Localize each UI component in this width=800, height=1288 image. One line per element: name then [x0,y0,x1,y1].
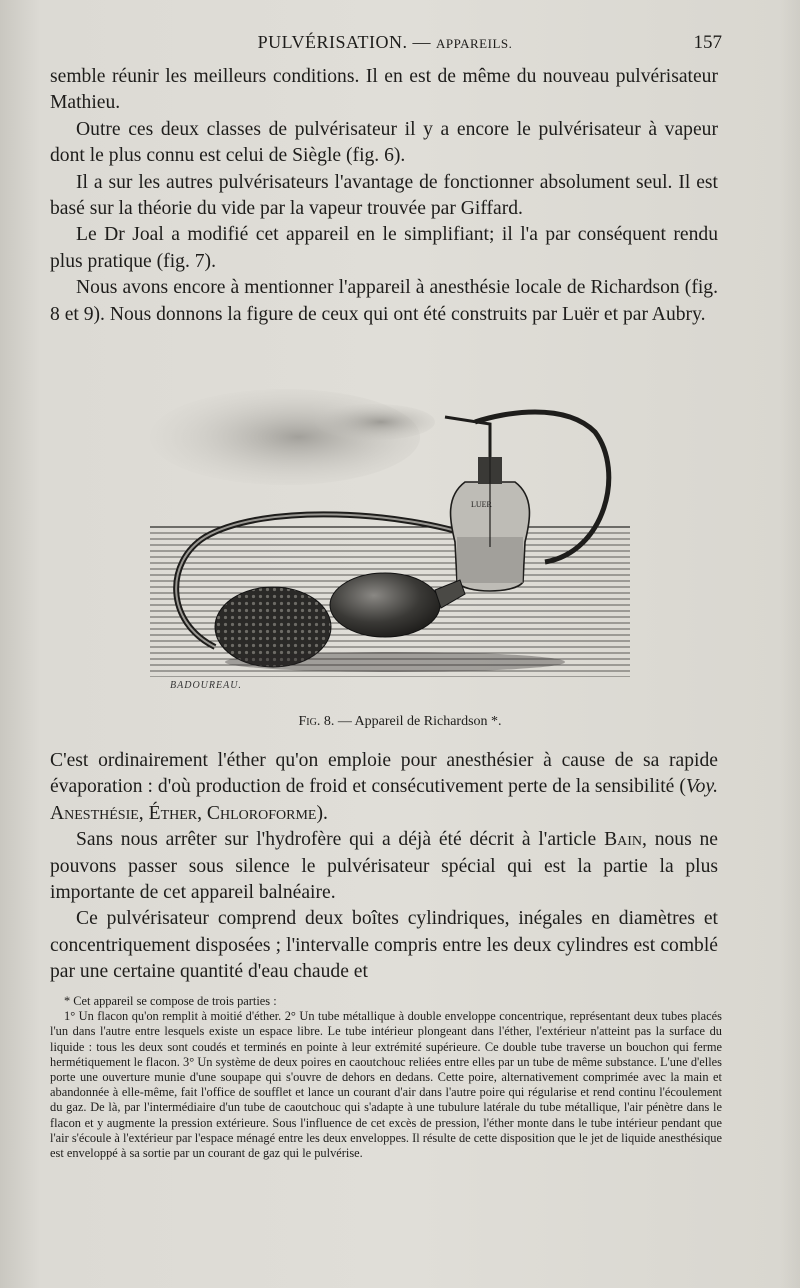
running-title [50,32,720,53]
header-subtitle: APPAREILS. [435,36,513,51]
paragraph [50,748,718,827]
body-text-bottom [50,748,718,986]
caption-label: Fig. 8. [298,714,335,729]
text-run-italic: Voy. [685,776,718,798]
figure-richardson-apparatus [145,362,635,692]
running-header [50,32,720,58]
footnote-intro: * Cet appareil se compose de trois parties : [64,994,277,1008]
paragraph: Nous avons encore à mentionner l'appareil à anesthésie locale de Richardson (fig. 8 et 9). Nous donnons la figure de ceux qui ont été construits par Luër et par Aubry. [50,277,718,325]
text-run: Sans nous arrêter sur l'hydrofère qui a déjà été décrit à l'article [76,829,597,851]
footnotes [50,994,722,1161]
cross-reference: Anesthésie, Éther, Chloroforme [50,802,317,824]
header-title: PULVÉRISATION. — [257,32,431,52]
caption-footnote-mark: *. [491,714,502,729]
text-run: ). [316,802,328,824]
body-text-top [50,64,718,328]
paragraph: Le Dr Joal a modifié cet appareil en le simplifiant; il l'a par conséquent rendu plus pratique (fig. 7). [50,224,718,272]
cross-reference: Bain [604,829,643,851]
paragraph: Ce pulvérisateur comprend deux boîtes cylindriques, inégales en diamètres et concentriquement disposées ; l'intervalle compris entre les deux cylindres est comblé par une certaine quantité d'eau chaude et [50,908,718,983]
figure-caption [0,714,800,730]
page-number: 157 [693,32,722,53]
metal-nozzle [445,417,490,457]
footnote-body: 1° Un flacon qu'on remplit à moitié d'éther. 2° Un tube métallique à double enveloppe concentrique, représentant deux tubes placés l'un dans l'autre entre lesquels existe un espace libre. Le tube intérieur plongeant dans l'éther, l'extérieur n'atteint pas la surface du liquide : tous les deux sont coudés et terminés en pointe à leur extrémité supérieure. Ce double tube traverse un bouchon qui ferme hermétiquement le flacon. 3° Un système de deux poires en caoutchouc reliées entre elles par un tube de même substance. L'une d'elles porte une ouverture munie d'une soupape qui s'ouvre de dehors en dedans. Cette poire, alternativement comprimée avec la main et abandonnée à elle-même, fait l'office de soufflet et lance un courant d'air dans l'autre poire qui régularise et rend continu l'écoulement du gaz. De là, par l'intermédiaire d'un tube de caoutchouc qui s'adapte à une tubulure latérale du tube métallique, l'air pénètre dans le flacon et y augmente la pression extérieure. Sous l'influence de cet excès de pression, l'éther monte dans le tube intérieur pendant que l'air s'écoule à l'extérieur par l'espace ménagé entre les deux enveloppes. Il résulte de cette disposition que le jet de liquide anesthésique est enveloppé à sa sortie par un courant de gaz qui le pulvérise. [50,1009,722,1161]
bottle-label: LUER [471,500,492,509]
richardson-apparatus-illustration [145,362,635,692]
paragraph: Outre ces deux classes de pulvérisateur il y a encore le pulvérisateur à vapeur dont le plus connu est celui de Siègle (fig. 6). [50,118,718,167]
text-run: , nous ne pouvons passer sous silence le pulvérisateur spécial qui est la partie la plus importante de cet appareil balnéaire. [50,829,718,904]
text-run: C'est ordinairement l'éther qu'on emploie pour anesthésier à cause de sa rapide évaporation : d'où production de froid et consécutivement perte de la sensibilité ( [50,750,718,798]
engraver-signature: BADOUREAU. [170,680,242,691]
rubber-bulb [330,573,440,637]
paragraph [50,827,718,906]
paragraph: semble réunir les meilleurs conditions. Il en est de même du nouveau pulvérisateur Mathieu. [50,66,718,114]
paragraph: Il a sur les autres pulvérisateurs l'avantage de fonctionner absolument seul. Il est basé sur la théorie du vide par la vapeur trouvée par Giffard. [50,171,718,220]
caption-text: — Appareil de Richardson [337,714,488,729]
